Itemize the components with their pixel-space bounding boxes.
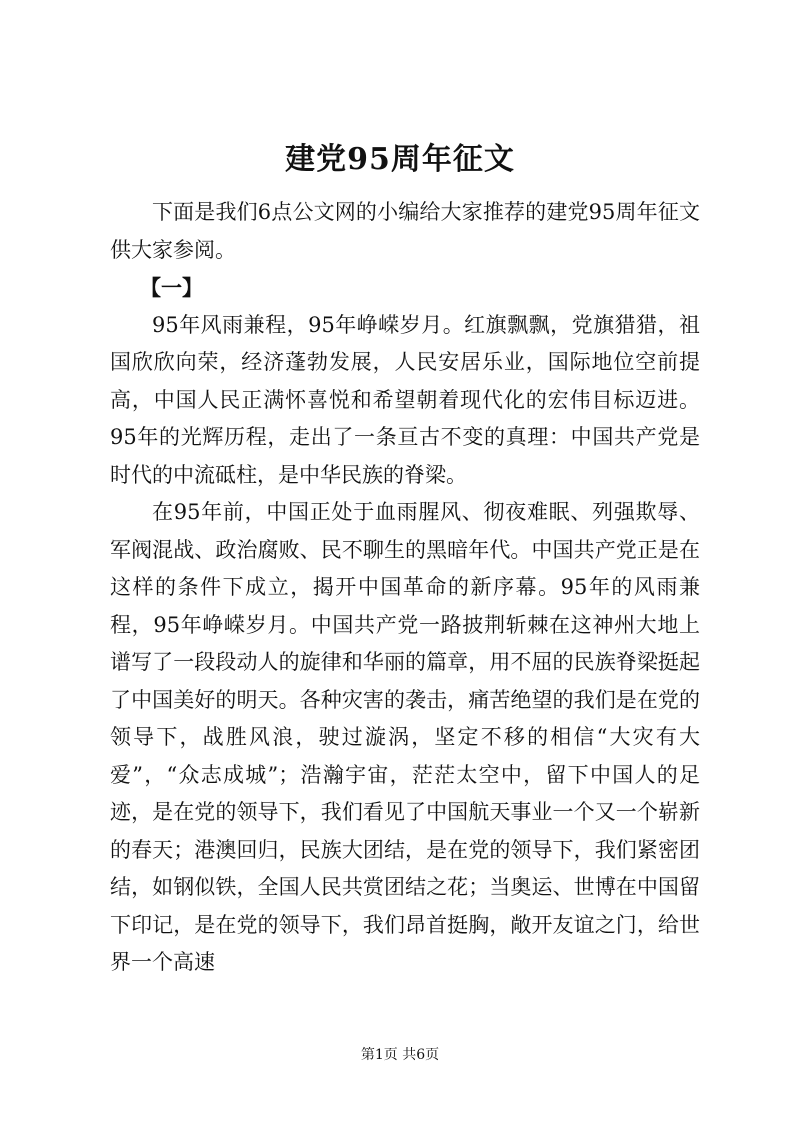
body-paragraph-1: 95年风雨兼程，95年峥嵘岁月。红旗飘飘，党旗猎猎，祖国欣欣向荣，经济蓬勃发展，人民安居乐业，国际地位空前提高，中国人民正满怀喜悦和希望朝着现代化的宏伟目标迈进。95年的光辉历程，走出了一条亘古不变的真理：中国共产党是时代的中流砥柱，是中华民族的脊梁。 [110,312,700,487]
intro-paragraph: 下面是我们6点公文网的小编给大家推荐的建党95周年征文供大家参阅。 [110,200,700,262]
body-paragraph-2: 在95年前，中国正处于血雨腥风、彻夜难眠、列强欺辱、军阀混战、政治腐败、民不聊生的黑暗年代。中国共产党正是在这样的条件下成立，揭开中国革命的新序幕。95年的风雨兼程，95年峥嵘岁月。中国共产党一路披荆斩棘在这神州大地上谱写了一段段动人的旋律和华丽的篇章，用不屈的民族脊梁挺起了中国美好的明天。各种灾害的袭击，痛苦绝望的我们是在党的领导下，战胜风浪，驶过漩涡，坚定不移的相信“大灾有大爱”，“众志成城”；浩瀚宇宙，茫茫太空中，留下中国人的足迹，是在党的领导下，我们看见了中国航天事业一个又一个崭新的春天；港澳回归，民族大团结，是在党的领导下，我们紧密团结，如钢似铁，全国人民共赏团结之花；当奥运、世博在中国留下印记，是在党的领导下，我们昂首挺胸，敞开友谊之门，给世界一个高速 [110,500,700,974]
page-number-footer: 第1页 共6页 [360,1047,440,1063]
document-body [110,194,700,982]
document-title: 建党95周年征文 [285,142,515,177]
section-heading: 【一】 [140,275,203,300]
